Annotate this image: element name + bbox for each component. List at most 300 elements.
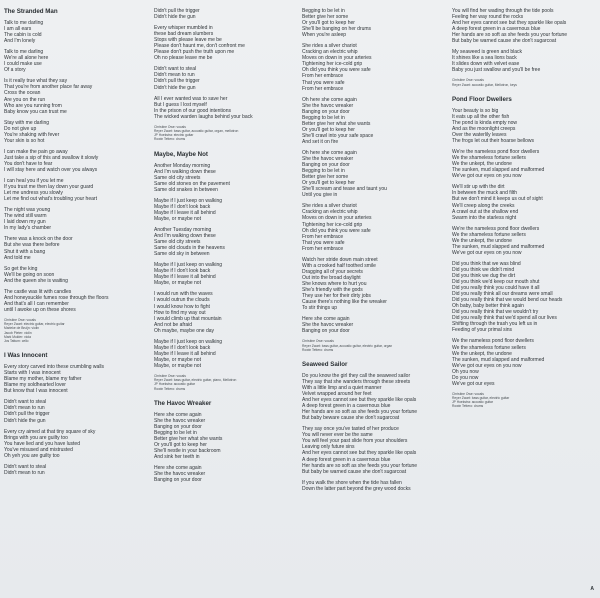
side-marker: A: [590, 586, 594, 592]
stanza: [154, 339, 294, 369]
lyric-line: A deep forest green in a cavernous blue: [302, 403, 391, 410]
lyric-line: And her eyes cannot see but they sparkle like opals: [302, 397, 417, 404]
song-block: [452, 8, 592, 87]
lyric-line: The frogs let out their hoarse bellows: [452, 138, 534, 145]
lyric-line: We've got our eyes on you now: [452, 249, 522, 256]
lyric-line: Another Monday morning: [154, 162, 211, 169]
lyric-line: The sunken, mud slapped and malformed: [452, 167, 545, 174]
lyric-line: Every whisper mumbled in: [154, 25, 213, 32]
lyric-line: Better give her what she wants: [302, 120, 371, 127]
lyric-line: Oh did you think you were safe: [302, 227, 371, 234]
lyric-line: Blame my soldhearted lover: [4, 382, 66, 389]
lyric-line: Did you think we didn't mind: [452, 266, 515, 273]
lyric-line: Maybe if I just keep on walking: [154, 262, 223, 269]
lyric-line: Please don't haunt me, don't confront me: [154, 43, 245, 50]
lyric-line: Didn't hide the gun: [4, 417, 46, 424]
credit-line: JP Hoekstra: electric guitar: [154, 133, 194, 138]
lyric-line: That you were safe: [302, 79, 345, 86]
song-block: [4, 352, 144, 476]
lyric-line: Didn't pull the trigger: [154, 8, 200, 14]
lyric-line: Of a story: [4, 67, 26, 74]
lyric-line: Shifting through the trash you left us in: [452, 321, 538, 328]
lyric-line: Banging on your door: [302, 328, 350, 335]
lyric-line: Did you really think that we would bend our heads: [452, 297, 563, 304]
lyric-line: She the havoc wreaker: [302, 102, 354, 109]
credit-line: Rowin Tettero: drums: [154, 137, 186, 142]
lyric-line: Until you give in: [302, 192, 338, 199]
lyric-line: Watch her stride down main street: [302, 256, 378, 263]
lyric-line: But baby be warned cause she don't sugarcoat: [452, 38, 557, 45]
lyric-line: And her eyes cannot see but they sparkle like opals: [452, 20, 567, 27]
lyric-line: I will stay here and watch over you always: [4, 166, 98, 173]
lyric-line: Didn't pull the trigger: [154, 78, 200, 85]
stanza: [452, 261, 592, 334]
lyric-line: From her embrace: [302, 233, 344, 240]
song-block: [154, 151, 294, 391]
stanza: [4, 178, 144, 202]
stanza: [4, 149, 144, 173]
credit-line: Reyer Zwart: bass guitar, electric guitar: [452, 396, 510, 401]
lyric-line: Her hands are so soft as she feeds you your fortune: [302, 462, 418, 469]
column-4: [452, 8, 592, 418]
lyric-line: Do you know the girl they call the seaweed sailor: [302, 372, 411, 379]
lyric-line: Your skin is so hot: [4, 137, 45, 144]
credit-line: Christine Owe: vocals: [154, 124, 186, 129]
song-title: The Stranded Man: [4, 8, 58, 15]
lyric-line: They say once you've tasted of her produce: [302, 426, 399, 433]
lyric-line: Did you think that we was blind: [452, 260, 521, 267]
stanza: [452, 184, 592, 220]
lyric-line: She'll be banging on her drums: [302, 26, 372, 33]
song-block: [154, 8, 294, 142]
lyric-line: She rides a silver chariot: [302, 203, 357, 210]
lyric-line: Shut it with a bang: [4, 248, 46, 255]
lyric-line: Feeding of your primal sins: [452, 327, 513, 334]
stanza: [4, 364, 144, 394]
lyric-line: And her eyes cannot see but they sparkle like opals: [302, 450, 417, 457]
lyric-line: Maybe if I don't look back: [154, 344, 211, 351]
song-title: The Havoc Wreaker: [154, 399, 212, 407]
lyric-line: Maybe, or maybe not: [154, 280, 201, 287]
stanza: [302, 426, 442, 474]
column-1: [4, 8, 144, 485]
lyric-line: Oh here she come again: [302, 149, 357, 156]
lyric-line: Better give her what she wants: [154, 435, 223, 442]
lyric-line: My seaweed is green and black: [452, 49, 523, 56]
lyric-line: And not be afraid: [154, 321, 193, 328]
lyric-line: Blame my mother, blame my father: [4, 376, 82, 383]
credits: [154, 125, 294, 142]
lyric-line: They say that she wanders through these streets: [302, 378, 411, 385]
lyric-line: She'll crawl into your safe space: [302, 132, 374, 139]
lyric-line: Feeling her way round the rocks: [452, 14, 524, 21]
lyric-line: Did you really think all our dreams were small: [452, 291, 553, 298]
lyric-line: Begging to be let in: [302, 114, 345, 121]
lyric-line: Didn't mean to run: [4, 469, 45, 476]
lyric-line: Same old city streets: [154, 174, 201, 181]
credit-line: Reyer Zwart: bass guitar, acoustic guitar, electric guitar, organ: [302, 343, 393, 348]
song-title: Seaweed Sailor: [302, 360, 348, 368]
lyric-line: Oh no please leave me be: [154, 55, 213, 62]
lyric-line: The castle was lit with candles: [4, 288, 72, 295]
credit-line: Rowin Tettero: drums: [154, 386, 186, 391]
song-block: [302, 361, 442, 492]
credit-line: Jacob Pieter: violin: [4, 330, 32, 335]
lyric-line: We the unkept, the undone: [452, 350, 512, 357]
lyric-line: In my lady's chamber: [4, 225, 52, 232]
lyric-line: Let me find out what's troubling your heart: [4, 196, 97, 203]
lyric-line: Leaving only future sins: [302, 444, 355, 451]
credit-line: JP Hoekstra: acoustic guitar: [154, 382, 195, 387]
lyric-line: She the havoc wreaker: [302, 322, 354, 329]
lyric-line: Every story carved into these crumbling walls: [4, 364, 105, 371]
lyric-line: Just take a sip of this and swallow it slowly: [4, 154, 99, 161]
stanza: [4, 464, 144, 476]
lyric-line: She the havoc wreaker: [154, 417, 206, 424]
lyric-line: Didn't want to steal: [4, 399, 47, 406]
lyric-line: But we don't mind it keeps us out of sight: [452, 196, 543, 203]
lyric-line: Better give her some: [302, 14, 349, 21]
lyric-line: It eats up all the other fish: [452, 113, 510, 120]
stanza: [452, 49, 592, 73]
lyric-line: And the queen she is waiting: [4, 277, 68, 284]
stanza: [4, 20, 144, 44]
credits: [154, 374, 294, 391]
stanza: [302, 480, 442, 492]
column-3: [302, 8, 442, 501]
credit-line: Rowin Tettero: drums: [452, 404, 484, 409]
lyric-line: Didn't pull the trigger: [4, 411, 50, 418]
lyric-line: Did you really think that we wouldn't try: [452, 309, 539, 316]
lyric-line: Didn't want to steal: [4, 463, 47, 470]
lyric-line: The night was young: [4, 207, 51, 214]
lyric-line: You don't have to fear: [4, 160, 53, 167]
lyric-line: From her embrace: [302, 73, 344, 80]
lyric-line: From her embrace: [302, 245, 344, 252]
lyric-line: A crawl out at the shallow end: [452, 208, 519, 215]
credit-line: Reyer Zwart: acoustic guitar, Mellotron, keys: [452, 82, 517, 87]
lyric-line: these bad dream slumbers: [154, 31, 214, 38]
song-block: [4, 8, 144, 343]
lyric-line: When you're asleep: [302, 32, 347, 39]
lyric-line: Maybe if I don't look back: [154, 203, 211, 210]
lyric-line: You have lied and you have lusted: [4, 440, 80, 447]
stanza: [154, 66, 294, 90]
credit-line: Christine Owe: vocals: [452, 78, 484, 83]
stanza: [4, 429, 144, 459]
lyric-line: Begging to be let in: [302, 168, 345, 175]
lyric-line: Who are you running from: [4, 102, 62, 109]
lyric-line: Out into the broad daylight: [302, 274, 361, 281]
lyric-line: The sunken, mud slapped and malformed: [452, 356, 545, 363]
lyric-line: Maybe if I just keep on walking: [154, 197, 223, 204]
stanza: [154, 96, 294, 120]
lyric-line: Cause there's nothing like the wreaker: [302, 299, 387, 306]
stanza: [302, 150, 442, 198]
lyric-line: Did you think we'd keep our mouth shut: [452, 279, 540, 286]
lyric-line: You've misused and mistrusted: [4, 446, 73, 453]
credit-line: Reyer Zwart: electric guitar, electric guitar: [4, 322, 65, 327]
lyric-line: Begging to be let in: [154, 429, 197, 436]
lyric-line: Here she come again: [302, 316, 350, 323]
lyric-line: Let me undress you slowly: [4, 190, 63, 197]
credits: [4, 318, 144, 343]
stanza: [302, 203, 442, 251]
lyric-line: Or you'll get to keep her: [302, 126, 355, 133]
credits: [452, 392, 592, 409]
lyric-line: Starts with I was innocent: [4, 370, 61, 377]
credit-line: Jos Tattum: cello: [4, 338, 29, 343]
lyric-line: Your beauty is so big: [452, 107, 499, 114]
credit-line: Reyer Zwart: bass guitar, electric guitar, piano, Mellotron: [154, 378, 237, 383]
lyric-line: Same old snakes in between: [154, 186, 218, 193]
stanza: [154, 291, 294, 333]
lyric-line: Maybe if I don't look back: [154, 268, 211, 275]
lyric-line: We're all alone here: [4, 55, 49, 62]
lyric-line: In the prison of our good intentions: [154, 107, 231, 114]
lyric-line: Stops with please leave me be: [154, 37, 222, 44]
lyric-line: But she was there before: [4, 242, 60, 249]
lyric-line: And I'm lonely: [4, 38, 36, 45]
lyric-line: Begging to be let in: [302, 8, 345, 14]
lyric-line: She knows where to hurt you: [302, 280, 367, 287]
lyric-line: A deep forest green in a cavernous blue: [452, 26, 541, 33]
credit-line: Christine Owe: vocals: [4, 317, 36, 322]
lyric-line: A deep forest green in a cavernous blue: [302, 456, 391, 463]
lyric-line: You will never ever be the same: [302, 432, 373, 439]
lyric-line: We're the nameless pond floor dwellers: [452, 225, 540, 232]
credit-line: Christine Owe: vocals: [154, 373, 186, 378]
stanza: [154, 163, 294, 193]
lyric-line: Baby know you can trust me: [4, 108, 67, 115]
song-title: Pond Floor Dwellers: [452, 95, 512, 103]
lyric-line: Do not give up: [4, 125, 37, 132]
lyric-line: Banging on your door: [154, 477, 202, 484]
lyric-line: But baby be warned cause she don't sugarcoat: [302, 468, 407, 475]
lyric-line: Or you'll got to keep her: [154, 442, 207, 449]
lyric-line: Another Tuesday morning: [154, 226, 212, 233]
lyric-line: She'll nestle in your backroom: [154, 448, 221, 455]
lyric-line: But I guess I lost myself: [154, 101, 207, 108]
stanza: [154, 262, 294, 286]
lyric-line: Maybe if I leave it all behind: [154, 209, 216, 216]
credits: [302, 339, 442, 352]
lyric-line: Oh here she come again: [302, 96, 357, 103]
lyric-line: We'll creep along the creeks: [452, 202, 515, 209]
lyric-line: Banging on your door: [302, 162, 350, 169]
lyric-line: Brings with you are guilty too: [4, 434, 68, 441]
stanza: [302, 97, 442, 145]
stanza: [4, 78, 144, 114]
stanza: [302, 43, 442, 91]
lyric-line: Over the waterlily leaves: [452, 132, 507, 139]
lyric-line: Swarm into the starless night: [452, 214, 517, 221]
lyric-line: Do you now: [452, 374, 479, 381]
lyric-line: Every cry aimed at that tiny square of sky: [4, 428, 96, 435]
stanza: [302, 316, 442, 334]
lyric-line: Better give her some: [302, 174, 349, 181]
stanza: [452, 108, 592, 144]
lyric-line: We've got our eyes: [452, 380, 495, 387]
lyric-line: She the havoc wreaker: [302, 156, 354, 163]
lyric-line: I laid down my gun: [4, 219, 46, 226]
lyric-line: That you were safe: [302, 239, 345, 246]
lyric-line: Didn't hide the gun: [154, 14, 196, 21]
stanza: [302, 373, 442, 421]
song-title: Maybe, Maybe Not: [154, 150, 208, 158]
lyric-line: The pond is kinda empty now: [452, 119, 518, 126]
lyric-line: We the shameless fortune sellers: [452, 155, 526, 162]
lyric-line: Didn't want to steal: [154, 66, 197, 73]
lyric-line: And set it on fire: [302, 138, 339, 145]
lyric-line: We the shameless fortune sellers: [452, 231, 526, 238]
lyric-line: From her embrace: [302, 85, 344, 92]
lyric-line: She'll scream and tease and taunt you: [302, 186, 387, 193]
lyric-line: How to find my way out: [154, 309, 206, 316]
lyric-line: Maybe, or maybe not: [154, 362, 201, 369]
lyric-line: Maybe if I leave it all behind: [154, 274, 216, 281]
lyric-line: Here she come again: [154, 411, 202, 418]
lyric-line: I am all ears: [4, 26, 32, 33]
lyric-line: Her hands are so soft as she feeds you your fortune: [302, 409, 418, 416]
lyric-line: We the shameless fortune sellers: [452, 344, 526, 351]
lyric-line: Oh did you think you were safe: [302, 67, 371, 74]
lyric-line: Here she come again: [154, 465, 202, 472]
lyric-line: In between the muck and filth: [452, 190, 518, 197]
lyric-line: Tightening her ice-cold grip: [302, 61, 363, 68]
lyric-line: Oh you now: [452, 368, 479, 375]
stanza: [452, 8, 592, 44]
lyric-line: Dragging all of your secrets: [302, 268, 363, 275]
lyric-line: And honeysuckle fumes rose through the floors: [4, 294, 109, 301]
song-block: [302, 8, 442, 352]
lyric-line: The sunken, mud slapped and malformed: [452, 243, 545, 250]
lyric-line: We'll stir up with the dirt: [452, 184, 505, 191]
lyric-line: Baby you just swallow and you'll be free: [452, 67, 541, 74]
lyric-line: Maybe, or maybe not: [154, 356, 201, 363]
credit-line: JP Hoekstra: acoustic guitar: [452, 400, 493, 405]
lyric-line: Same old sky in between: [154, 251, 210, 258]
lyric-line: I can make the pain go away: [4, 148, 68, 155]
lyric-line: With a little limp and a quiet manner: [302, 385, 382, 391]
lyric-line: It slides down with velvet ease: [452, 61, 520, 68]
lyric-line: The wind still warm: [4, 213, 47, 220]
lyric-line: We the nameless pond floor dwellers: [452, 338, 534, 345]
lyric-line: That you're from another place far away: [4, 84, 93, 91]
lyric-line: The wicked warden laughs behind your back: [154, 113, 253, 120]
lyric-line: Talk to me darling: [4, 20, 44, 26]
lyric-line: until I awoke up on these shores: [4, 306, 76, 313]
stanza: [302, 257, 442, 311]
lyric-line: Are you on the run: [4, 96, 46, 103]
lyric-line: It shines like a sea lions back: [452, 55, 517, 62]
lyric-line: Her hands are so soft as she feeds you your fortune: [452, 32, 568, 39]
stanza: [302, 8, 442, 38]
lyric-line: Moves on down in your arteries: [302, 215, 372, 222]
lyric-line: Velvet wrapped around her feet: [302, 391, 372, 398]
lyric-line: And I'm walking down these: [154, 168, 216, 175]
lyric-line: Same old stones on the pavement: [154, 180, 230, 187]
stanza: [4, 236, 144, 260]
lyric-line: I would know how to fight: [154, 303, 210, 310]
column-2: [154, 8, 294, 492]
lyric-line: To stir things up: [302, 305, 338, 312]
lyric-line: And I'm walking down these: [154, 233, 216, 240]
lyric-line: Maybe if I leave it all behind: [154, 350, 216, 357]
lyric-line: You will find her wading through the tide pools: [452, 8, 554, 14]
lyric-line: You're shaking with fever: [4, 131, 60, 138]
credit-line: Reyer Zwart: bass guitar, acoustic guitar, organ, mellotron: [154, 128, 239, 133]
lyric-line: She rides a silver chariot: [302, 43, 357, 50]
lyric-line: Maybe if I just keep on walking: [154, 338, 223, 345]
lyric-line: We're the nameless pond floor dwellers: [452, 149, 540, 156]
lyric-line: Didn't mean to run: [154, 72, 195, 79]
lyric-line: I would climb up that mountain: [154, 315, 222, 322]
lyric-line: Down the latter part beyond the grey wood docks: [302, 485, 411, 492]
stanza: [154, 198, 294, 222]
lyric-line: Is it really true what they say: [4, 78, 68, 85]
lyric-line: If you trust me then lay down your guard: [4, 184, 94, 191]
lyric-line: I would outrun the clouds: [154, 297, 210, 304]
credit-line: Christine Owe: vocals: [302, 339, 334, 344]
lyric-line: Stay with me darling: [4, 119, 50, 126]
stanza: [4, 289, 144, 313]
credit-line: Marieke de Bruijn: violin: [4, 326, 39, 331]
stanza: [4, 207, 144, 231]
lyric-line: But know that I was innocent: [4, 388, 68, 395]
lyric-line: Didn't hide the gun: [154, 84, 196, 91]
stanza: [154, 412, 294, 460]
credit-line: Mark Mulder: viola: [4, 334, 31, 339]
lyric-line: The cabin is cold: [4, 32, 42, 39]
lyric-line: And that's all I can remember: [4, 300, 69, 307]
lyric-line: Oh baby, baby better think again: [452, 303, 524, 310]
lyric-line: Cross the ocean: [4, 90, 41, 97]
stanza: [154, 465, 294, 483]
stanza: [4, 399, 144, 423]
lyric-line: Maybe, or maybe not: [154, 215, 201, 222]
song-block: [154, 400, 294, 484]
lyric-line: And told me: [4, 254, 31, 261]
lyric-line: We've got our eyes on you now: [452, 362, 522, 369]
lyric-line: Didn't mean to run: [4, 405, 45, 412]
credits: [452, 78, 592, 86]
lyric-line: You will feel your past slide from your shoulders: [302, 438, 408, 445]
lyric-line: Cracking an electric whip: [302, 49, 358, 56]
lyric-line: She the havoc wreaker: [154, 471, 206, 478]
lyric-line: I would run with the waves: [154, 291, 213, 298]
lyric-line: Please don't push the truth upon me: [154, 49, 235, 56]
stanza: [452, 338, 592, 386]
song-title: I Was Innocent: [4, 352, 48, 360]
lyric-line: Oh maybe, maybe one day: [154, 327, 215, 334]
lyric-line: We'll be going on soon: [4, 271, 55, 278]
stanza: [154, 227, 294, 257]
lyric-line: And sink her teeth in: [154, 454, 200, 461]
lyric-line: She's friendly with the gods: [302, 286, 363, 293]
lyric-line: Talk to me darling: [4, 49, 44, 56]
stanza: [154, 25, 294, 61]
lyric-line: Tightening her ice-cold grip: [302, 221, 363, 228]
lyric-line: Moves on down in your arteries: [302, 55, 372, 62]
lyric-line: They use her for their dirty jobs: [302, 293, 371, 300]
lyric-line: Or you'll get to keep her: [302, 180, 355, 187]
lyric-line: I could make use: [4, 61, 42, 68]
lyric-line: Banging on your door: [154, 423, 202, 430]
lyric-line: Did you really think you could have it all: [452, 285, 540, 292]
lyric-line: We the unkept, the undone: [452, 161, 512, 168]
lyric-line: So get the king: [4, 265, 38, 272]
